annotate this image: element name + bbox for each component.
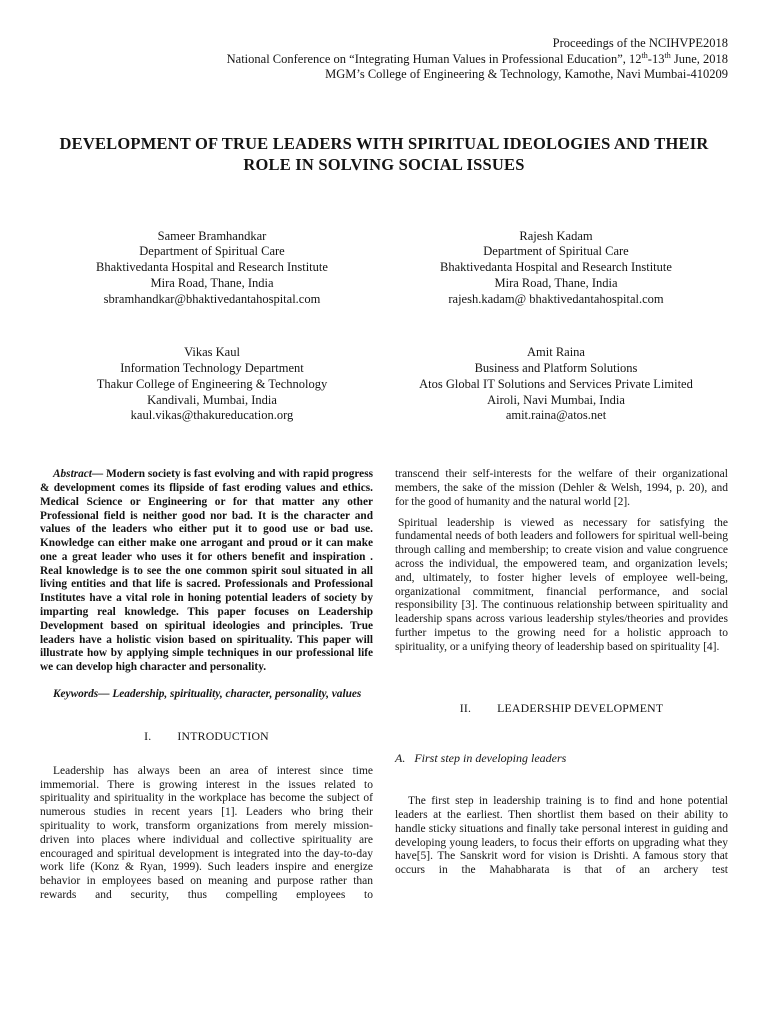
section-heading-introduction xyxy=(40,729,373,743)
spiritual-leadership-paragraph: Spiritual leadership is viewed as necessary for satisfying the fundamental needs of both leaders and followers for spiritual well-being through calling and membership; to create vision and value congruence across the individual, the empowered team, and organization levels; and, ultimately, to foster higher levels of employee well-being, organizational commitment, financial performance, and social responsibility [3]. The continuous relationship between spirituality and leadership spans across various leadership styles/theories and provides further impetus to the growing need for a holistic approach to spirituality, or a unifying theory of leadership based on spirituality [4]. xyxy=(395,516,728,653)
author-location: Mira Road, Thane, India xyxy=(494,275,618,290)
author-name: Vikas Kaul xyxy=(184,345,240,360)
author-department: Business and Platform Solutions xyxy=(474,361,638,376)
author-location: Mira Road, Thane, India xyxy=(150,275,274,290)
author-name: Sameer Bramhandkar xyxy=(157,228,267,243)
subsection-title: First step in developing leaders xyxy=(414,750,567,765)
author-email: kaul.vikas@thakureducation.org xyxy=(130,408,294,423)
section-heading-leadership-development xyxy=(395,701,728,715)
author-name: Amit Raina xyxy=(527,345,585,360)
author-department: Information Technology Department xyxy=(120,361,304,376)
abstract-label: Abstract— xyxy=(53,468,104,481)
author-location: Airoli, Navi Mumbai, India xyxy=(487,392,625,407)
introduction-paragraph: Leadership has always been an area of interest since time immemorial. There is growing interest in the issues related to spirituality and spirituality in the workplace has become the subject of numerous studies in recent years [1]. Leaders who bring their spirituality to work, transform organizations from merely mission-driven into places where individual and collective spirituality are encouraged and spiritual development is integrated into the day-to-day work life (Konz & Ryan, 1999). Such leaders inspire and energize behavior in employees based on meaning and purpose rather than rewards and security, thus compelling employees to xyxy=(40,764,373,902)
keywords xyxy=(40,688,373,702)
left-column xyxy=(40,468,373,903)
section-title: LEADERSHIP DEVELOPMENT xyxy=(497,700,664,715)
abstract xyxy=(40,468,373,675)
right-column xyxy=(395,468,728,903)
header-superscript-th1: th xyxy=(641,50,648,60)
header-line-conference xyxy=(40,52,728,68)
authors-section xyxy=(40,229,728,425)
author-department: Department of Spiritual Care xyxy=(483,244,629,259)
author-location: Kandivali, Mumbai, India xyxy=(147,392,277,407)
author-email: sbramhandkar@bhaktivedantahospital.com xyxy=(103,291,321,306)
keywords-label: Keywords— xyxy=(53,687,110,700)
header-date-text: June, 2018 xyxy=(670,51,728,66)
section-title: INTRODUCTION xyxy=(177,728,269,743)
header-date-dash: -13 xyxy=(647,51,665,66)
author-organization: Atos Global IT Solutions and Services Private Limited xyxy=(419,376,693,391)
continuation-paragraph: transcend their self-interests for the welfare of their organizational members, the sake of the mission (Dehler & Welsh, 1994, p. 20), and for the good of humanity and the natural world [2]. xyxy=(395,468,728,508)
author-email: amit.raina@atos.net xyxy=(505,408,607,423)
section-number: II. xyxy=(459,700,472,715)
author-name: Rajesh Kadam xyxy=(519,228,593,243)
author-block-1 xyxy=(40,229,384,308)
subsection-heading-first-step xyxy=(395,751,728,765)
author-organization: Bhaktivedanta Hospital and Research Institute xyxy=(440,260,672,275)
author-block-3 xyxy=(40,345,384,424)
author-block-4 xyxy=(384,345,728,424)
section-number: I. xyxy=(144,728,152,743)
author-organization: Thakur College of Engineering & Technology xyxy=(96,376,328,391)
author-organization: Bhaktivedanta Hospital and Research Institute xyxy=(96,260,328,275)
author-department: Department of Spiritual Care xyxy=(139,244,285,259)
conference-header xyxy=(40,36,728,83)
author-email: rajesh.kadam@ bhaktivedantahospital.com xyxy=(448,291,664,306)
keywords-text: Leadership, spirituality, character, personality, values xyxy=(109,687,362,700)
header-superscript-th2: th xyxy=(664,50,671,60)
body-columns xyxy=(40,468,728,903)
abstract-text: Modern society is fast evolving and with rapid progress & development comes its flipside of fast eroding values and ethics. Medical Science or Engineering or for that matter any other Professional field is neither good nor bad. It is the character and values of the leaders who either put it to good use or bad use. Knowledge can either make one arrogant and proud or it can make one a great leader who uses it for others benefit and inspiration . Real knowledge is to see the one common spirit soul situated in all living entities and that life is sacred. Professionals and Professional Institutes have a vital role in honing potential leaders of society by imparting real knowledge. This paper focuses on Leadership Development based on spiritual ideologies and principles. True leaders have a holistic vision based on spirituality. This paper will illustrate how by applying simple techniques in our professional life we can develop high character and personality. xyxy=(40,468,373,674)
header-line-venue: MGM’s College of Engineering & Technology, Kamothe, Navi Mumbai-410209 xyxy=(325,67,728,81)
paper-title: DEVELOPMENT OF TRUE LEADERS WITH SPIRITUAL IDEOLOGIES AND THEIR ROLE IN SOLVING SOCIAL ISSUES xyxy=(59,133,709,174)
author-block-2 xyxy=(384,229,728,308)
header-conference-text: National Conference on “Integrating Human Values in Professional Education”, 12 xyxy=(226,51,642,66)
first-step-paragraph: The first step in leadership training is to find and hone potential leaders at the earliest. Then shortlist them based on their ability to handle sticky situations and finally take personal interest in guiding and developing young leaders, to focus their efforts on upgrading what they have[5]. The Sanskrit word for vision is Drishti. A famous story that occurs in the Mahabharata is that of an archery test xyxy=(395,795,728,877)
header-line-proceedings: Proceedings of the NCIHVPE2018 xyxy=(552,36,728,50)
subsection-label: A. xyxy=(395,750,406,765)
